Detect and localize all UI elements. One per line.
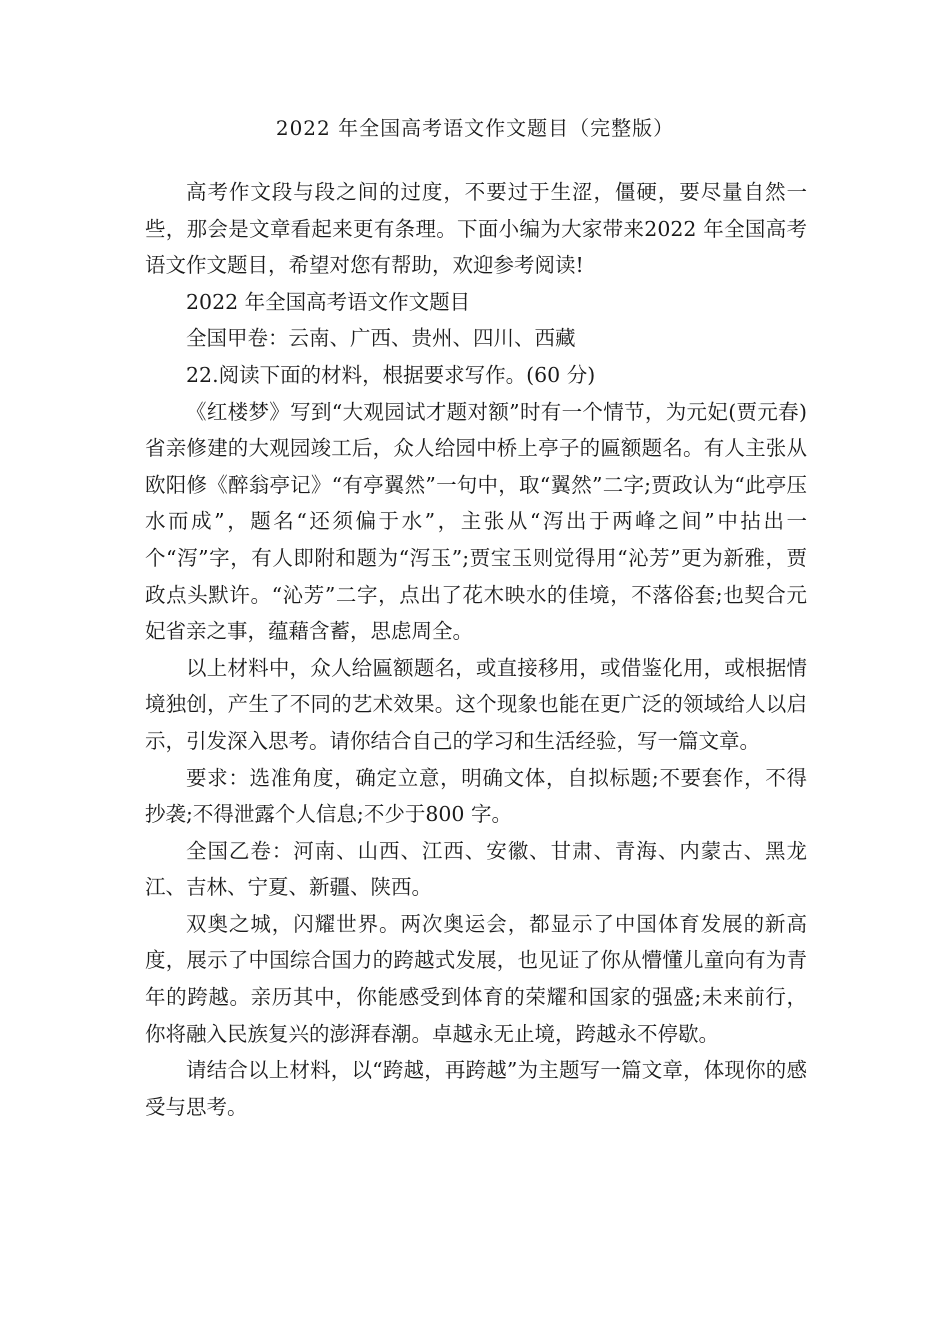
document-title: 2022 年全国高考语文作文题目（完整版） bbox=[275, 116, 675, 140]
requirements-paragraph: 要求：选准角度，确定立意，明确文体，自拟标题;不要套作，不得抄袭;不得泄露个人信息;不少于800 字。 bbox=[145, 765, 807, 827]
task-paragraph: 以上材料中，众人给匾额题名，或直接移用，或借鉴化用，或根据情境独创，产生了不同的艺术效果。这个现象也能在更广泛的领域给人以启示，引发深入思考。请你结合自己的学习和生活经验，写一篇文章。 bbox=[145, 655, 807, 753]
question-instruction: 22.阅读下面的材料，根据要求写作。(60 分) bbox=[186, 362, 596, 387]
paper-b-task: 请结合以上材料，以“跨越，再跨越”为主题写一篇文章，体现你的感受与思考。 bbox=[145, 1058, 807, 1119]
paper-a-regions: 全国甲卷：云南、广西、贵州、四川、西藏 bbox=[186, 326, 576, 351]
paper-b-regions: 全国乙卷：河南、山西、江西、安徽、甘肃、青海、内蒙古、黑龙江、吉林、宁夏、新疆、陕西。 bbox=[145, 838, 807, 900]
material-paragraph: 《红楼梦》写到“大观园试才题对额”时有一个情节，为元妃(贾元春)省亲修建的大观园竣工后，众人给园中桥上亭子的匾额题名。有人主张从欧阳修《醉翁亭记》“有亭翼然”一句中，取“翼然”二字;贾政认为“此亭压水而成”，题名“还须偏于水”，主张从“泻出于两峰之间”中拈出一个“泻”字，有人即附和题为“泻玉”;贾宝玉则觉得用“沁芳”更为新雅，贾政点头默许。“沁芳”二字，点出了花木映水的佳境，不落俗套;也契合元妃省亲之事，蕴藉含蓄，思虑周全。 bbox=[145, 399, 807, 644]
intro-paragraph: 高考作文段与段之间的过度，不要过于生涩，僵硬，要尽量自然一些，那会是文章看起来更有条理。下面小编为大家带来2022 年全国高考语文作文题目，希望对您有帮助，欢迎参考阅读! bbox=[145, 180, 807, 278]
paper-b-material: 双奥之城，闪耀世界。两次奥运会，都显示了中国体育发展的新高度，展示了中国综合国力的跨越式发展，也见证了你从懵懂儿童向有为青年的跨越。亲历其中，你能感受到体育的荣耀和国家的强盛;未来前行，你将融入民族复兴的澎湃春潮。卓越永无止境，跨越永不停歇。 bbox=[145, 911, 807, 1046]
document-body bbox=[145, 174, 807, 1125]
section-heading: 2022 年全国高考语文作文题目 bbox=[186, 289, 471, 314]
